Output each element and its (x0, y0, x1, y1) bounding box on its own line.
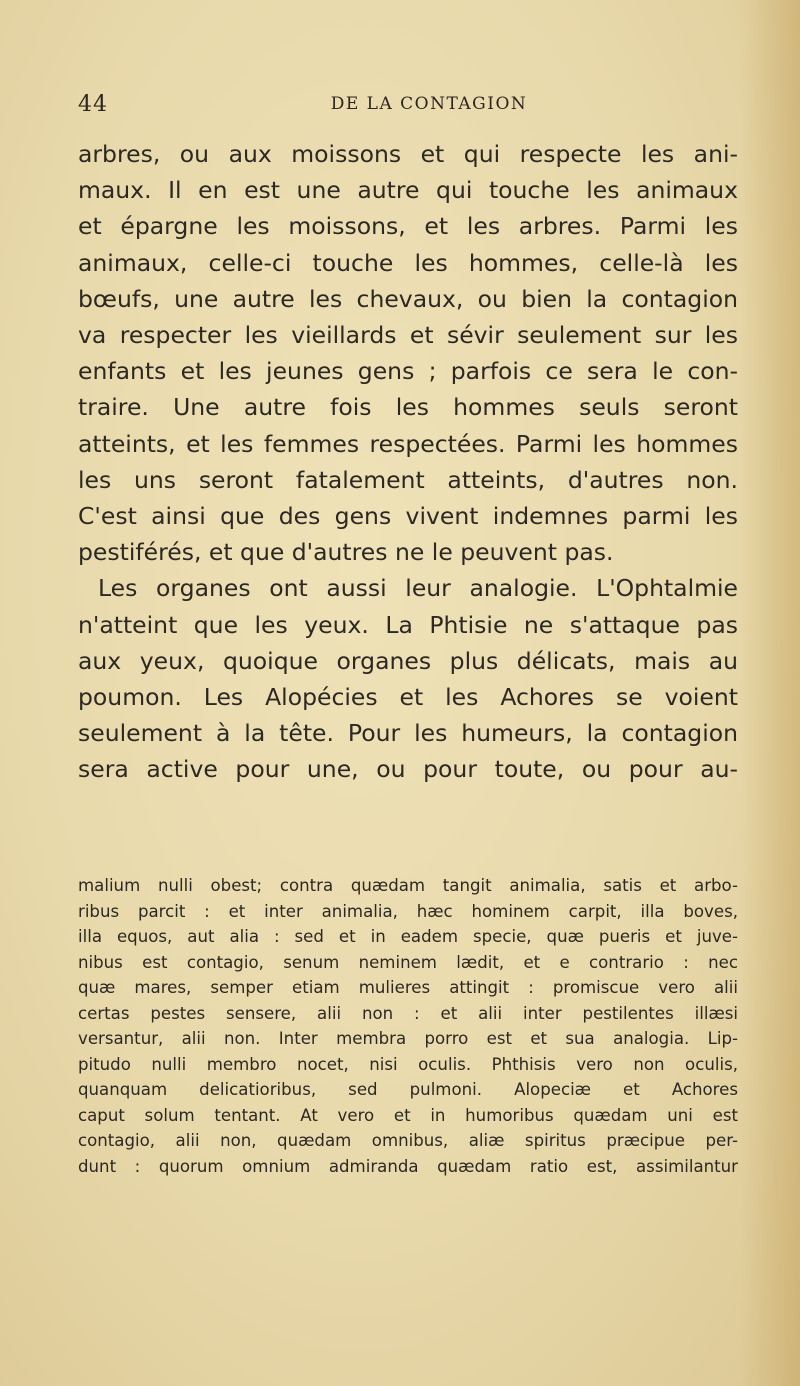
french-line: les uns seront fatalement atteints, d'autres non. (78, 465, 738, 494)
french-line: n'atteint que les yeux. La Phtisie ne s'attaque pas (78, 610, 738, 639)
french-line: bœufs, une autre les chevaux, ou bien la contagion (78, 284, 738, 313)
latin-line: certas pestes sensere, alii non : et alii inter pestilentes illæsi (78, 1003, 738, 1023)
french-line: aux yeux, quoique organes plus délicats, mais au (78, 646, 738, 675)
latin-line: illa equos, aut alia : sed et in eadem specie, quæ pueris et juve- (78, 927, 738, 946)
latin-line: malium nulli obest; contra quædam tangit animalia, satis et arbo- (78, 876, 738, 895)
french-line: traire. Une autre fois les hommes seuls seront (78, 393, 738, 422)
french-line: sera active pour une, ou pour toute, ou pour au- (78, 755, 738, 784)
french-line: enfants et les jeunes gens ; parfois ce sera le con- (78, 357, 738, 386)
french-line: maux. Il en est une autre qui touche les animaux (78, 176, 738, 205)
french-paragraphs (78, 136, 738, 788)
french-line: va respecter les vieillards et sévir seulement sur les (78, 321, 738, 350)
french-line: poumon. Les Alopécies et les Achores se voient (78, 683, 738, 712)
running-head: DE LA CONTAGION (330, 94, 528, 114)
french-line: animaux, celle-ci touche les hommes, celle-là les (78, 248, 738, 277)
latin-line: pitudo nulli membro nocet, nisi oculis. Phthisis vero non oculis, (78, 1054, 738, 1074)
french-line: atteints, et les femmes respectées. Parmi les hommes (78, 429, 738, 458)
latin-line: nibus est contagio, senum neminem lædit, et e contrario : nec (78, 952, 738, 972)
page-header (78, 92, 720, 122)
latin-line: versantur, alii non. Inter membra porro est et sua analogia. Lip- (78, 1029, 738, 1048)
latin-line: dunt : quorum omnium admiranda quædam ratio est, assimilantur (78, 1156, 738, 1176)
french-line: arbres, ou aux moissons et qui respecte les ani- (78, 140, 738, 168)
french-line: pestiférés, et que d'autres ne le peuvent pas. (78, 538, 614, 567)
page-number: 44 (78, 92, 108, 117)
latin-line: quanquam delicatioribus, sed pulmoni. Alopeciæ et Achores (78, 1080, 738, 1099)
latin-line: caput solum tentant. At vero et in humoribus quædam uni est (78, 1105, 738, 1125)
french-line: Les organes ont aussi leur analogie. L'Ophtalmie (98, 574, 738, 603)
latin-line: quæ mares, semper etiam mulieres attingit : promiscue vero alii (78, 978, 738, 997)
latin-line: contagio, alii non, quædam omnibus, aliæ spiritus præcipue per- (78, 1131, 738, 1150)
page-edge-shadow (740, 0, 800, 1386)
latin-line: ribus parcit : et inter animalia, hæc hominem carpit, illa boves, (78, 901, 738, 921)
latin-footnote (78, 873, 738, 1179)
french-line: seulement à la tête. Pour les humeurs, la contagion (78, 719, 738, 748)
french-line: C'est ainsi que des gens vivent indemnes parmi les (78, 502, 738, 531)
french-line: et épargne les moissons, et les arbres. Parmi les (78, 212, 738, 241)
